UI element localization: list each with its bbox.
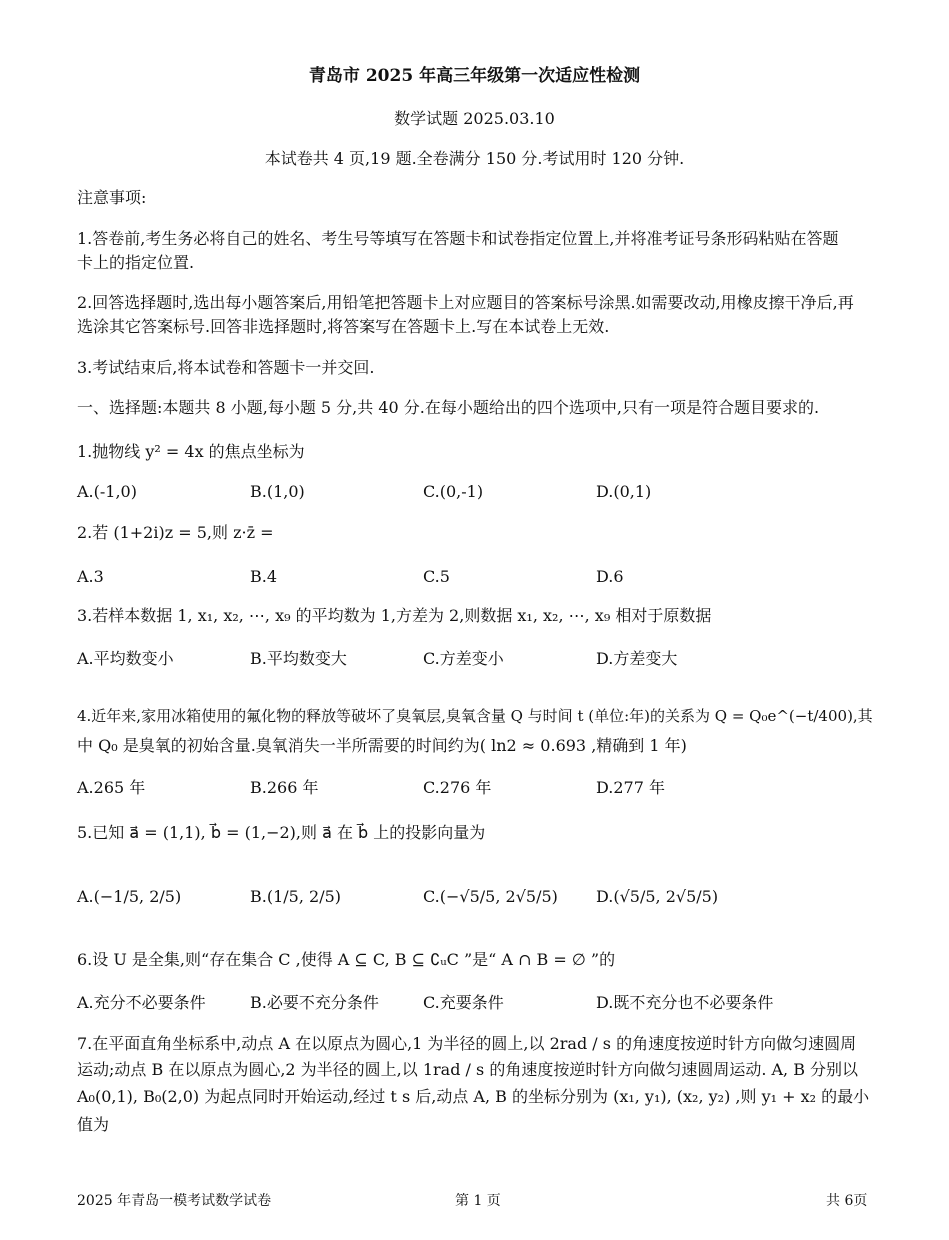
q1-option-c: C.(0,-1) [423,482,484,501]
question-4-line-2: 中 Q₀ 是臭氧的初始含量.臭氧消失一半所需要的时间约为( ln2 ≈ 0.693 ,精确到 1 年) [77,736,687,755]
q1-option-a: A.(-1,0) [77,482,137,501]
q2-option-c: C.5 [423,567,450,586]
q6-option-b: B.必要不充分条件 [250,993,379,1012]
question-2-options [77,565,889,589]
q6-option-d: D.既不充分也不必要条件 [596,993,774,1012]
question-1-stem: 1.抛物线 y² = 4x 的焦点坐标为 [77,442,305,461]
q6-option-c: C.充要条件 [423,993,504,1012]
q2-option-a: A.3 [77,567,104,586]
q5-option-d: D.(√5/5, 2√5/5) [596,887,719,906]
footer-total-pages: 共 6页 [826,1193,868,1209]
q3-option-c: C.方差变小 [423,649,504,668]
q4-option-c: C.276 年 [423,778,492,797]
q6-option-a: A.充分不必要条件 [77,993,206,1012]
question-7-line-4: 值为 [77,1115,110,1134]
q1-option-b: B.(1,0) [250,482,305,501]
note-1-line-2: 卡上的指定位置. [77,253,195,272]
notes-heading: 注意事项: [77,188,147,207]
exam-subtitle: 数学试题 2025.03.10 [394,109,555,128]
q1-option-d: D.(0,1) [596,482,652,501]
note-1-line-1: 1.答卷前,考生务必将自己的姓名、考生号等填写在答题卡和试卷指定位置上,并将准考证号条形码粘贴在答题 [77,229,839,248]
note-2-line-1: 2.回答选择题时,选出每小题答案后,用铅笔把答题卡上对应题目的答案标号涂黑.如需要改动,用橡皮擦干净后,再 [77,293,854,312]
question-3-options [77,647,889,671]
question-7-line-3: A₀(0,1), B₀(2,0) 为起点同时开始运动,经过 t s 后,动点 A, B 的坐标分别为 (x₁, y₁), (x₂, y₂) ,则 y₁ + x₂ 的最小 [77,1087,870,1106]
section-heading: 一、选择题:本题共 8 小题,每小题 5 分,共 40 分.在每小题给出的四个选项中,只有一项是符合题目要求的. [77,398,820,417]
q3-option-d: D.方差变大 [596,649,678,668]
q2-option-d: D.6 [596,567,624,586]
note-3: 3.考试结束后,将本试卷和答题卡一并交回. [77,358,375,377]
question-7-line-1: 7.在平面直角坐标系中,动点 A 在以原点为圆心,1 为半径的圆上,以 2rad / s 的角速度按逆时针方向做匀速圆周 [77,1034,857,1053]
footer-page-number: 第 1 页 [455,1193,501,1209]
footer-exam-name: 2025 年青岛一模考试数学试卷 [77,1193,272,1209]
q4-option-a: A.265 年 [77,778,146,797]
exam-info: 本试卷共 4 页,19 题.全卷满分 150 分.考试用时 120 分钟. [264,149,685,168]
exam-title: 青岛市 2025 年高三年级第一次适应性检测 [308,66,641,86]
q4-option-b: B.266 年 [250,778,319,797]
question-3-stem: 3.若样本数据 1, x₁, x₂, ⋯, x₉ 的平均数为 1,方差为 2,则数据 x₁, x₂, ⋯, x₉ 相对于原数据 [77,606,712,625]
question-6-options [77,991,889,1015]
question-5-options [77,885,889,909]
question-2-stem: 2.若 (1+2i)z = 5,则 z·z̄ = [77,523,274,542]
q3-option-a: A.平均数变小 [77,649,174,668]
question-4-options [77,776,889,800]
note-2-line-2: 选涂其它答案标号.回答非选择题时,将答案写在答题卡上.写在本试卷上无效. [77,317,610,336]
q5-option-c: C.(−√5/5, 2√5/5) [423,887,558,906]
q2-option-b: B.4 [250,567,278,586]
question-1-options [77,480,889,504]
q3-option-b: B.平均数变大 [250,649,347,668]
q5-option-a: A.(−1/5, 2/5) [77,887,182,906]
question-6-stem: 6.设 U 是全集,则“存在集合 C ,使得 A ⊆ C, B ⊆ ∁ᵤC ”是“ A ∩ B = ∅ ”的 [77,950,616,969]
question-5-stem: 5.已知 a⃗ = (1,1), b⃗ = (1,−2),则 a⃗ 在 b⃗ 上的投影向量为 [77,823,486,842]
q4-option-d: D.277 年 [596,778,665,797]
question-7-line-2: 运动;动点 B 在以原点为圆心,2 为半径的圆上,以 1rad / s 的角速度按逆时针方向做匀速圆周运动. A, B 分别以 [77,1060,859,1079]
q5-option-b: B.(1/5, 2/5) [250,887,341,906]
question-4-line-1: 4.近年来,家用冰箱使用的氟化物的释放等破坏了臭氧层,臭氧含量 Q 与时间 t (单位:年)的关系为 Q = Q₀e^(−t/400),其 [77,707,873,725]
